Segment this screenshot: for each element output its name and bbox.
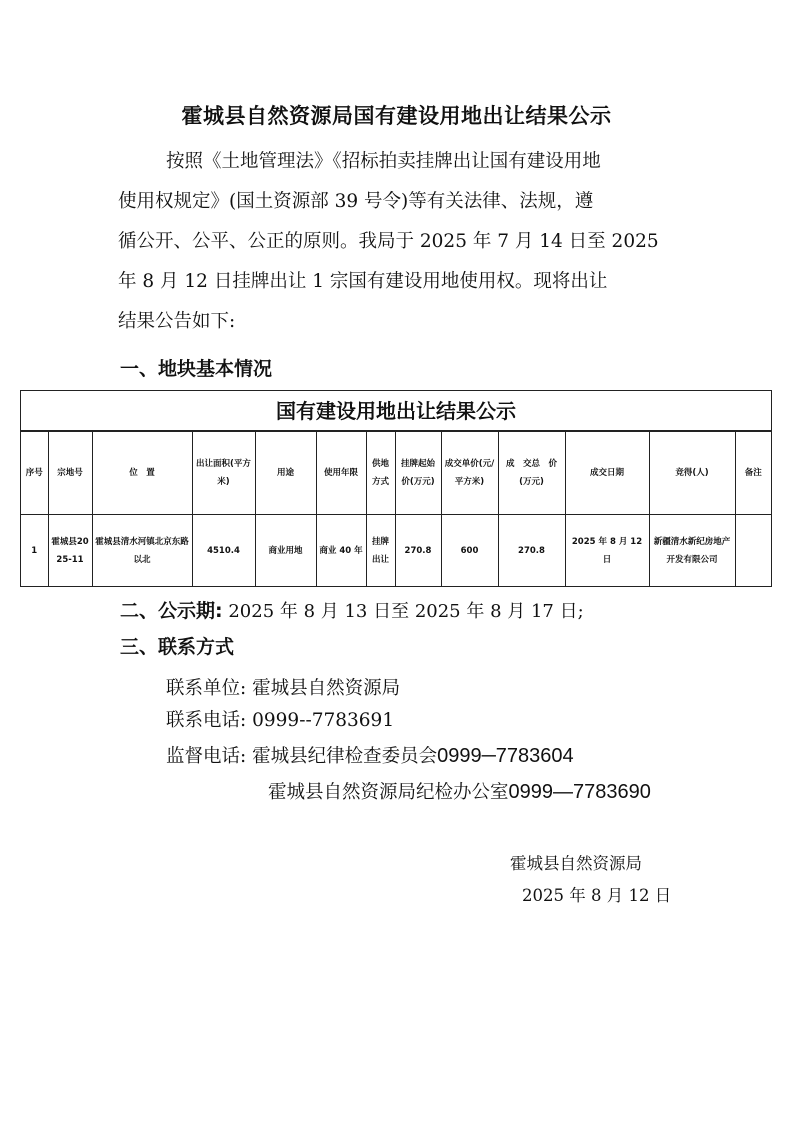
paragraph-line-4: 年 8 月 12 日挂牌出让 1 宗国有建设用地使用权。现将出让 <box>118 271 608 292</box>
cell-parcel-no: 霍城县2025-11 <box>48 515 92 588</box>
cell-unit-price: 600 <box>441 515 498 588</box>
cell-winner: 新疆清水新纪房地产开发有限公司 <box>649 515 735 588</box>
header-cell: 序号 <box>21 432 48 515</box>
supervise-label: 监督电话: 霍城县纪律检查委员会 <box>166 746 438 767</box>
cell-serial: 1 <box>21 515 48 588</box>
header-cell: 宗地号 <box>48 432 92 515</box>
table-title: 国有建设用地出让结果公示 <box>21 391 771 431</box>
cell-area: 4510.4 <box>192 515 255 588</box>
signature-date: 2025 年 8 月 12 日 <box>522 886 672 905</box>
supervise-phone-2 <box>268 778 651 804</box>
table-row <box>21 515 771 588</box>
paragraph-line-5: 结果公告如下: <box>118 311 236 332</box>
supervise-phone-number-2: 0999—7783690 <box>508 781 651 803</box>
signature-org: 霍城县自然资源局 <box>510 854 642 873</box>
header-cell: 成 交总 价(万元) <box>498 432 565 515</box>
supervise-phone-number-1: 0999─7783604 <box>437 745 574 767</box>
header-cell: 竞得(人) <box>649 432 735 515</box>
supervise-label-2: 霍城县自然资源局纪检办公室 <box>268 782 509 803</box>
cell-deal-date: 2025 年 8 月 12 日 <box>565 515 649 588</box>
header-cell: 供地方式 <box>366 432 395 515</box>
header-cell: 成交单价(元/平方米) <box>441 432 498 515</box>
header-cell: 位 置 <box>92 432 192 515</box>
paragraph-line-1: 按照《土地管理法》《招标拍卖挂牌出让国有建设用地 <box>166 151 601 172</box>
header-cell: 备注 <box>735 432 771 515</box>
cell-term: 商业 40 年 <box>316 515 366 588</box>
result-table <box>20 390 772 587</box>
publicity-period-value: 2025 年 8 月 13 日至 2025 年 8 月 17 日; <box>222 601 584 622</box>
cell-total-price: 270.8 <box>498 515 565 588</box>
document-title: 霍城县自然资源局国有建设用地出让结果公示 <box>181 103 612 128</box>
section-heading-contact: 三、联系方式 <box>120 636 235 658</box>
publicity-label: 二、公示期: <box>120 600 223 622</box>
table-header-row <box>21 432 771 515</box>
cell-use: 商业用地 <box>255 515 316 588</box>
table-grid <box>21 431 771 587</box>
header-cell: 出让面积(平方米) <box>192 432 255 515</box>
cell-start-price: 270.8 <box>395 515 441 588</box>
header-cell: 成交日期 <box>565 432 649 515</box>
paragraph-line-2: 使用权规定》(国土资源部 39 号令)等有关法律、法规，遵 <box>118 191 594 212</box>
cell-location: 霍城县清水河镇北京东路以北 <box>92 515 192 588</box>
contact-phone: 联系电话: 0999--7783691 <box>166 710 395 731</box>
contact-unit: 联系单位: 霍城县自然资源局 <box>166 678 401 699</box>
header-cell: 挂牌起始价(万元) <box>395 432 441 515</box>
section-heading-basic-info: 一、地块基本情况 <box>120 358 273 380</box>
header-cell: 用途 <box>255 432 316 515</box>
section-heading-publicity-period <box>120 596 584 623</box>
header-cell: 使用年限 <box>316 432 366 515</box>
paragraph-line-3: 循公开、公平、公正的原则。我局于 2025 年 7 月 14 日至 2025 <box>118 231 659 252</box>
supervise-phone-1 <box>166 742 574 768</box>
cell-remark <box>735 515 771 588</box>
cell-supply-method: 挂牌出让 <box>366 515 395 588</box>
